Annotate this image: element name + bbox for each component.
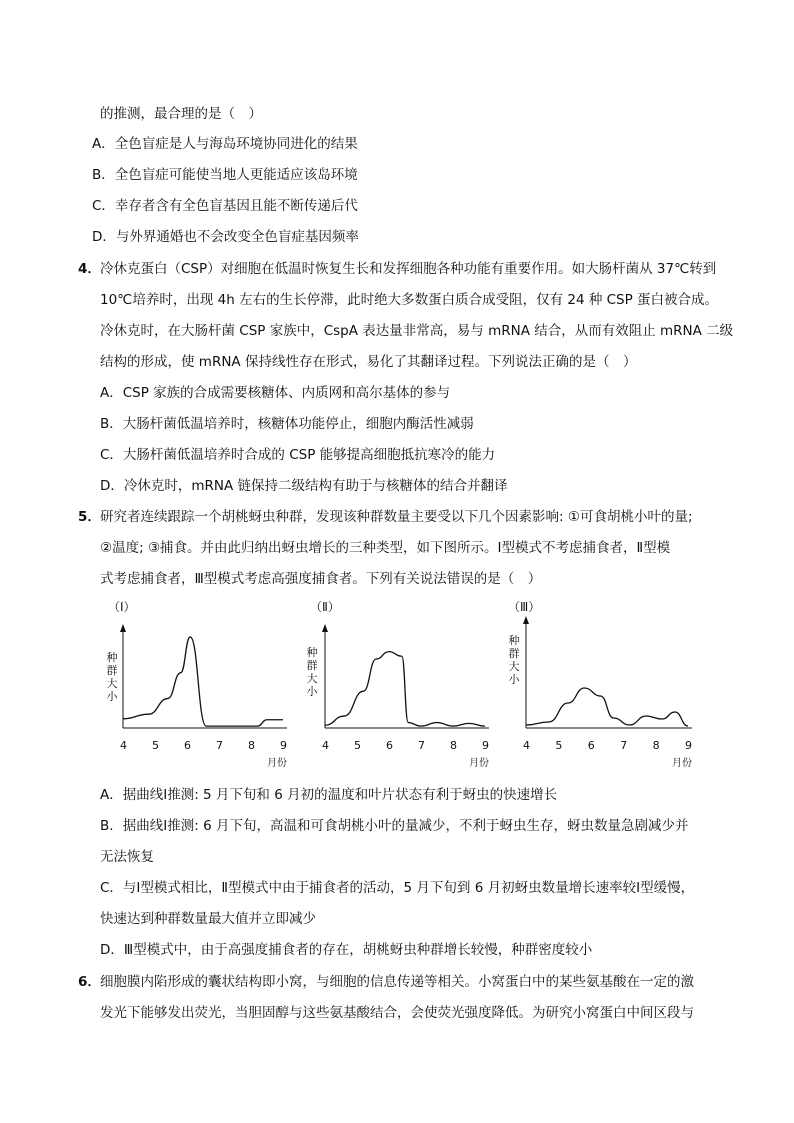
y-axis-arrow: [322, 624, 328, 632]
chart-2-axes: [322, 624, 489, 728]
chart-3-xtick-4: 4: [523, 739, 530, 752]
chart-1-xtick-6: 6: [184, 739, 191, 752]
chart-1-xtick-4: 4: [120, 739, 127, 752]
chart-3-xtick-8: 8: [652, 739, 660, 752]
chart-3-xtick-7: 7: [620, 739, 628, 752]
q4-stem-line-4: 结构的形成，使 mRNA 保持线性存在形式，易化了其翻译过程。下列说法正确的是（ ）: [100, 354, 637, 370]
chart-3-xtick-9: 9: [685, 739, 692, 752]
chart-1-xtick-9: 9: [280, 739, 287, 752]
population-charts: [100, 598, 700, 773]
chart-type-1: [100, 598, 290, 773]
q4-option-b: B．大肠杆菌低温培养时，核糖体功能停止，细胞内酶活性减弱: [100, 416, 474, 432]
q6-number: 6．: [78, 974, 101, 990]
chart-3-xtick-5: 5: [555, 739, 563, 752]
chart-1-axes: [120, 624, 287, 728]
chart-1-xtick-7: 7: [216, 739, 223, 752]
chart-3-ylabel: 种群大小: [508, 634, 520, 686]
chart-2-series-line: [325, 652, 485, 727]
chart-2-xtick-8: 8: [450, 739, 457, 752]
q3-option-c: C．幸存者含有全色盲基因且能不断传递后代: [92, 198, 358, 214]
chart-2-xlabel: 月份: [469, 758, 489, 769]
q5-option-b-cont: 无法恢复: [100, 849, 154, 865]
chart-1-xtick-8: 8: [248, 739, 255, 752]
chart-1-ylabel: 种群大小: [106, 651, 118, 703]
y-axis-arrow: [120, 624, 126, 632]
q5-option-c: C．与Ⅰ型模式相比，Ⅱ型模式中由于捕食者的活动，5 月下旬到 6 月初蚜虫数量增长速率较Ⅰ型缓慢，: [100, 880, 695, 896]
chart-type-2: [300, 598, 490, 773]
q3-stem-tail: 的推测，最合理的是（ ）: [100, 106, 262, 122]
chart-3-axes: [523, 616, 692, 728]
chart-2-xtick-6: 6: [386, 739, 393, 752]
q3-option-d: D．与外界通婚也不会改变全色盲症基因频率: [92, 229, 359, 245]
q5-stem-line-3: 式考虑捕食者，Ⅲ型模式考虑高强度捕食者。下列有关说法错误的是（ ）: [100, 571, 542, 587]
q4-option-a: A．CSP 家族的合成需要核糖体、内质网和高尔基体的参与: [100, 385, 451, 401]
chart-3-panel-label: （Ⅲ）: [508, 600, 541, 614]
chart-3-xtick-6: 6: [587, 739, 595, 752]
chart-2-xtick-5: 5: [354, 739, 361, 752]
chart-1-xlabel: 月份: [267, 758, 287, 769]
q5-number: 5．: [78, 509, 101, 525]
q4-option-d: D．冷休克时，mRNA 链保持二级结构有助于与核糖体的结合并翻译: [100, 478, 508, 494]
q4-option-c: C．大肠杆菌低温培养时合成的 CSP 能够提高细胞抵抗寒冷的能力: [100, 447, 496, 463]
chart-type-3: [504, 598, 694, 773]
q5-option-a: A．据曲线Ⅰ推测: 5 月下旬和 6 月初的温度和叶片状态有利于蚜虫的快速增长: [100, 787, 558, 803]
q3-option-b: B．全色盲症可能使当地人更能适应该岛环境: [92, 167, 358, 183]
chart-1-series-line: [123, 637, 283, 726]
q4-stem-line-3: 冷休克时，在大肠杆菌 CSP 家族中，CspA 表达量非常高，易与 mRNA 结合，从而有效阻止 mRNA 二级: [100, 323, 734, 339]
q6-stem-line-2: 发光下能够发出荧光，当胆固醇与这些氨基酸结合，会使荧光强度降低。为研究小窝蛋白中间区段与: [100, 1005, 694, 1021]
q4-stem-line-2: 10℃培养时，出现 4h 左右的生长停滞，此时绝大多数蛋白质合成受阻，仅有 24 种 CSP 蛋白被合成。: [100, 292, 719, 308]
q5-option-d: D．Ⅲ型模式中，由于高强度捕食者的存在，胡桃蚜虫种群增长较慢，种群密度较小: [100, 942, 593, 958]
q5-stem-line-1: 研究者连续跟踪一个胡桃蚜虫种群，发现该种群数量主要受以下几个因素影响: ①可食胡桃小叶的量;: [100, 509, 693, 525]
chart-2-xtick-9: 9: [482, 739, 489, 752]
chart-2-xtick-4: 4: [322, 739, 329, 752]
chart-3-svg: [504, 598, 694, 773]
chart-2-xtick-7: 7: [418, 739, 425, 752]
chart-1-xtick-5: 5: [152, 739, 159, 752]
chart-3-series-line: [526, 688, 688, 726]
chart-2-panel-label: （Ⅱ）: [310, 600, 340, 614]
chart-2-ylabel: 种群大小: [306, 646, 318, 698]
q5-option-c-cont: 快速达到种群数量最大值并立即减少: [100, 911, 316, 927]
q3-option-a: A．全色盲症是人与海岛环境协同进化的结果: [92, 136, 358, 152]
q4-stem-line-1: 冷休克蛋白（CSP）对细胞在低温时恢复生长和发挥细胞各种功能有重要作用。如大肠杆菌从 37℃转到: [100, 261, 717, 277]
chart-3-xlabel: 月份: [672, 758, 692, 769]
q5-stem-line-2: ②温度; ③捕食。并由此归纳出蚜虫增长的三种类型，如下图所示。Ⅰ型模式不考虑捕食者，Ⅱ型模: [100, 540, 671, 556]
chart-1-panel-label: （Ⅰ）: [108, 600, 136, 614]
chart-1-svg: [100, 598, 290, 773]
q5-option-b: B．据曲线Ⅰ推测: 6 月下旬，高温和可食胡桃小叶的量减少，不利于蚜虫生存，蚜虫数量急剧减少并: [100, 818, 689, 834]
y-axis-arrow: [523, 616, 529, 624]
q6-stem-line-1: 细胞膜内陷形成的囊状结构即小窝，与细胞的信息传递等相关。小窝蛋白中的某些氨基酸在一定的激: [100, 974, 694, 990]
q4-number: 4．: [78, 261, 101, 277]
